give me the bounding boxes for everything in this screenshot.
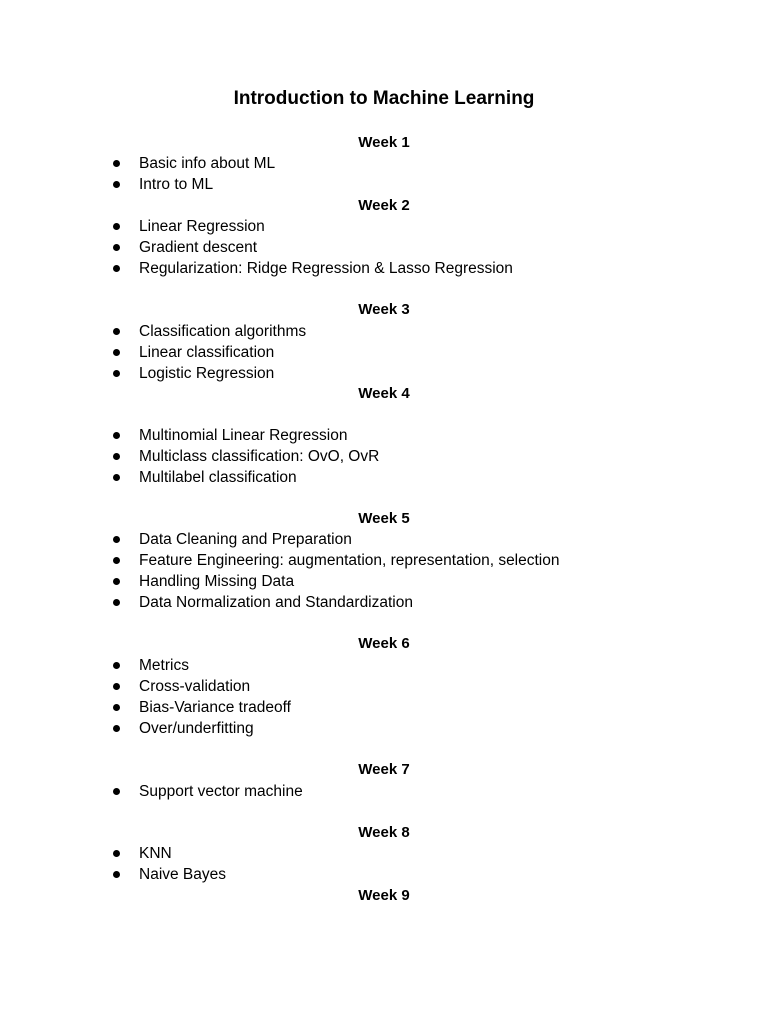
list-item-text: Regularization: Ridge Regression & Lasso Regression xyxy=(139,260,513,277)
list-item-text: Gradient descent xyxy=(139,239,258,256)
bullet-icon xyxy=(113,474,120,481)
list-item-text: Metrics xyxy=(139,657,189,674)
bullet-icon xyxy=(113,432,120,439)
week-heading: Week 7 xyxy=(358,761,410,778)
list-item-text: Multilabel classification xyxy=(139,469,297,486)
list-item-text: Cross-validation xyxy=(139,678,251,695)
bullet-icon xyxy=(113,328,120,335)
bullet-icon xyxy=(113,181,120,188)
bullet-icon xyxy=(113,662,120,669)
list-item-text: Linear Regression xyxy=(139,218,265,235)
list-item-text: Multinomial Linear Regression xyxy=(139,427,348,444)
list-item-text: Data Cleaning and Preparation xyxy=(139,531,352,548)
week-heading: Week 2 xyxy=(358,197,410,214)
list-item-text: Intro to ML xyxy=(139,176,214,193)
bullet-icon xyxy=(113,599,120,606)
list-item-text: Bias-Variance tradeoff xyxy=(139,699,291,716)
bullet-icon xyxy=(113,453,120,460)
bullet-icon xyxy=(113,788,120,795)
bullet-icon xyxy=(113,850,120,857)
bullet-icon xyxy=(113,244,120,251)
bullet-icon xyxy=(113,160,120,167)
bullet-icon xyxy=(113,725,120,732)
week-heading: Week 1 xyxy=(358,134,410,151)
list-item-text: Handling Missing Data xyxy=(139,573,295,590)
list-item-text: Linear classification xyxy=(139,344,275,361)
bullet-icon xyxy=(113,578,120,585)
bullet-icon xyxy=(113,704,120,711)
bullet-icon xyxy=(113,557,120,564)
bullet-icon xyxy=(113,349,120,356)
list-item-text: KNN xyxy=(139,845,172,862)
bullet-icon xyxy=(113,871,120,878)
bullet-icon xyxy=(113,683,120,690)
week-heading: Week 4 xyxy=(358,385,410,402)
list-item-text: Multiclass classification: OvO, OvR xyxy=(139,448,380,465)
week-heading: Week 9 xyxy=(358,887,410,904)
week-heading: Week 5 xyxy=(358,510,410,527)
bullet-icon xyxy=(113,223,120,230)
bullet-icon xyxy=(113,370,120,377)
list-item-text: Naive Bayes xyxy=(139,866,227,883)
list-item-text: Data Normalization and Standardization xyxy=(139,594,413,611)
list-item-text: Feature Engineering: augmentation, representation, selection xyxy=(139,552,560,569)
list-item-text: Support vector machine xyxy=(139,783,303,800)
bullet-icon xyxy=(113,265,120,272)
list-item-text: Classification algorithms xyxy=(139,323,307,340)
week-heading: Week 6 xyxy=(358,635,410,652)
document-title: Introduction to Machine Learning xyxy=(233,88,535,109)
bullet-icon xyxy=(113,536,120,543)
week-heading: Week 3 xyxy=(358,301,410,318)
list-item-text: Logistic Regression xyxy=(139,365,275,382)
list-item-text: Basic info about ML xyxy=(139,155,276,172)
week-heading: Week 8 xyxy=(358,824,410,841)
list-item-text: Over/underfitting xyxy=(139,720,254,737)
